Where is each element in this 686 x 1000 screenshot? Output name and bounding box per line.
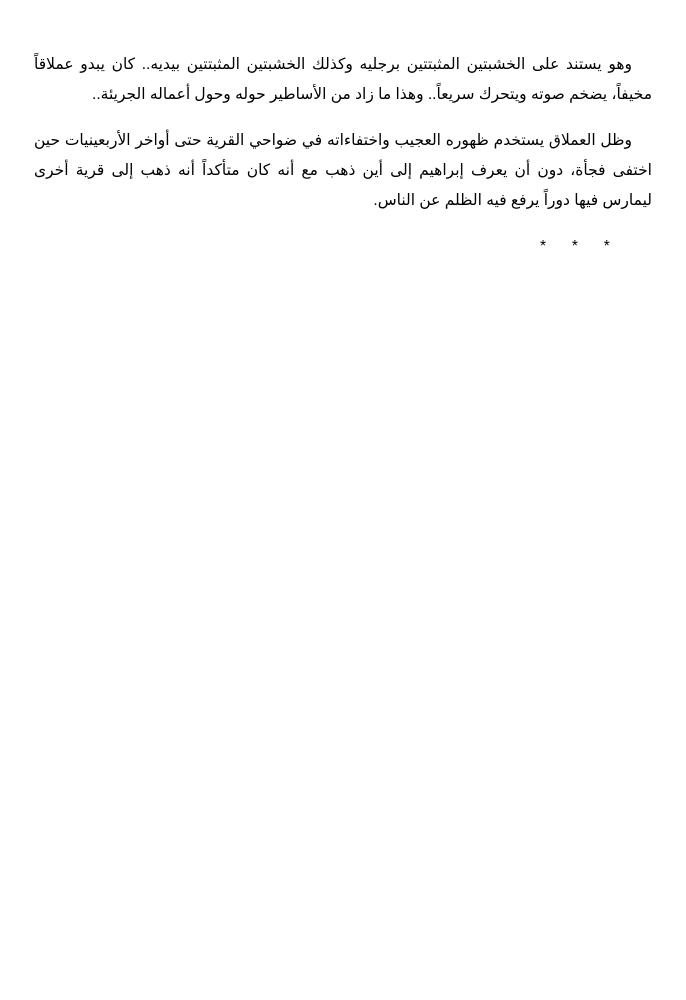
section-separator: * * * <box>540 238 610 255</box>
body-text <box>34 50 652 232</box>
paragraph-2: وظل العملاق يستخدم ظهوره العجيب واختفاءاته في ضواحي القرية حتى أواخر الأربعينيات حين اختفى فجأة، دون أن يعرف إبراهيم إلى أين ذهب مع أنه كان متأكداً أنه ذهب إلى قرية أخرى ليمارس فيها دوراً يرفع فيه الظلم عن الناس. <box>34 132 652 209</box>
paragraph-1: وهو يستند على الخشبتين المثبتتين برجليه وكذلك الخشبتين المثبتتين بيديه.. كان يبدو عملاقاً مخيفاً، يضخم صوته ويتحرك سريعاً.. وهذا ما زاد من الأساطير حوله وحول أعماله الجريئة.. <box>34 56 652 103</box>
